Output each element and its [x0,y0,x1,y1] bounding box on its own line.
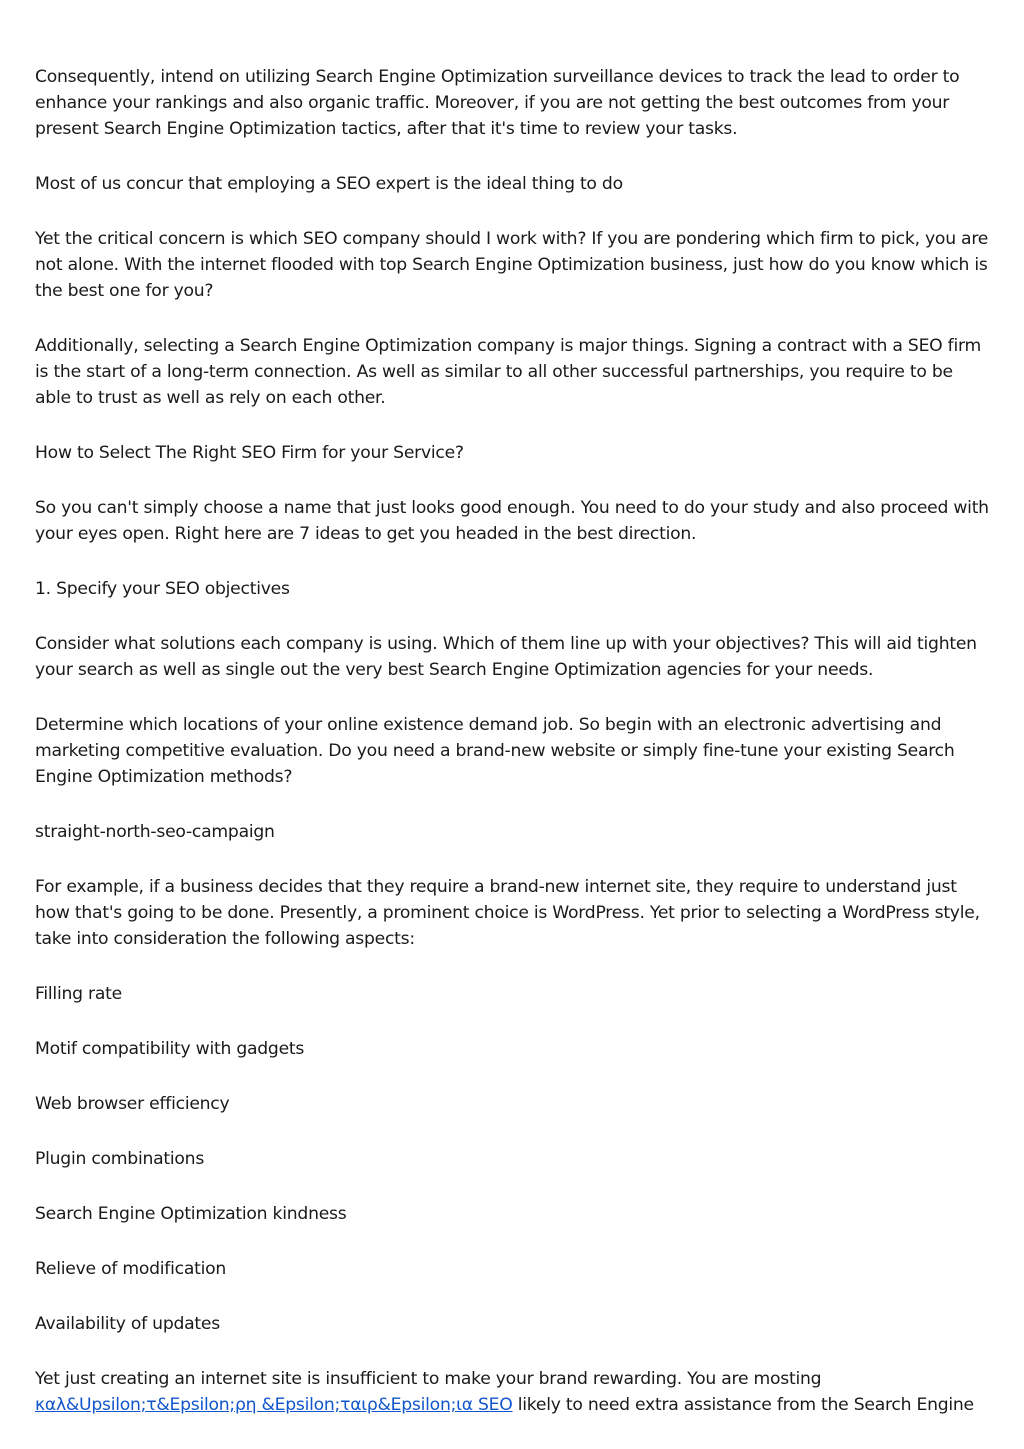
paragraph-seo-tracking: Consequently, intend on utilizing Search Engine Optimization surveillance devices to track the lead to order to enhance your rankings and also organic traffic. Moreover, if you are not getting the best outcomes from your present Search Engine Optimization tactics, after that it's time to review your tasks. [35,67,960,139]
paragraph-which-company: Yet the critical concern is which SEO company should I work with? If you are pondering which firm to pick, you are not alone. With the internet flooded with top Search Engine Optimization business, just how do you know which is the best one for you? [35,229,989,301]
document-body [35,64,990,1418]
paragraph-wordpress-example: For example, if a business decides that they require a brand-new internet site, they require to understand just how that's going to be done. Presently, a prominent choice is WordPress. Yet prior to selecting a WordPress style, take into consideration the following aspects: [35,877,980,949]
list-item-motif-compatibility: Motif compatibility with gadgets [35,1039,305,1059]
paragraph-final [35,1366,990,1418]
paragraph-determine-locations: Determine which locations of your online existence demand job. So begin with an electronic advertising and marketing competitive evaluation. Do you need a brand-new website or simply fine-tune your existing Search Engine Optimization methods? [35,715,955,787]
final-text-before-link: Yet just creating an internet site is insufficient to make your brand rewarding. You are mosting [35,1369,822,1389]
final-text-after-link: likely to need extra assistance from the Search Engine [512,1395,974,1415]
image-caption-campaign: straight-north-seo-campaign [35,822,275,842]
paragraph-consider-solutions: Consider what solutions each company is using. Which of them line up with your objectives? This will aid tighten your search as well as single out the very best Search Engine Optimization agencies for your needs. [35,634,977,680]
list-item-updates: Availability of updates [35,1314,220,1334]
paragraph-study-ideas: So you can't simply choose a name that just looks good enough. You need to do your study and also proceed with your eyes open. Right here are 7 ideas to get you headed in the best direction. [35,498,989,544]
heading-how-to-select: How to Select The Right SEO Firm for your Service? [35,443,464,463]
paragraph-hiring-expert: Most of us concur that employing a SEO expert is the ideal thing to do [35,174,623,194]
list-item-seo-kindness: Search Engine Optimization kindness [35,1204,347,1224]
paragraph-selecting-company: Additionally, selecting a Search Engine Optimization company is major things. Signing a contract with a SEO firm is the start of a long-term connection. As well as similar to all other successful partnerships, you require to be able to trust as well as rely on each other. [35,336,982,408]
seo-inline-link[interactable]: καλ&Upsilon;τ&Epsilon;ρη &Epsilon;ταιρ&Epsilon;ια SEO [35,1395,513,1415]
heading-specify-objectives: 1. Specify your SEO objectives [35,579,290,599]
list-item-filling-rate: Filling rate [35,984,122,1004]
list-item-plugin-combinations: Plugin combinations [35,1149,205,1169]
list-item-browser-efficiency: Web browser efficiency [35,1094,230,1114]
list-item-modification: Relieve of modification [35,1259,227,1279]
